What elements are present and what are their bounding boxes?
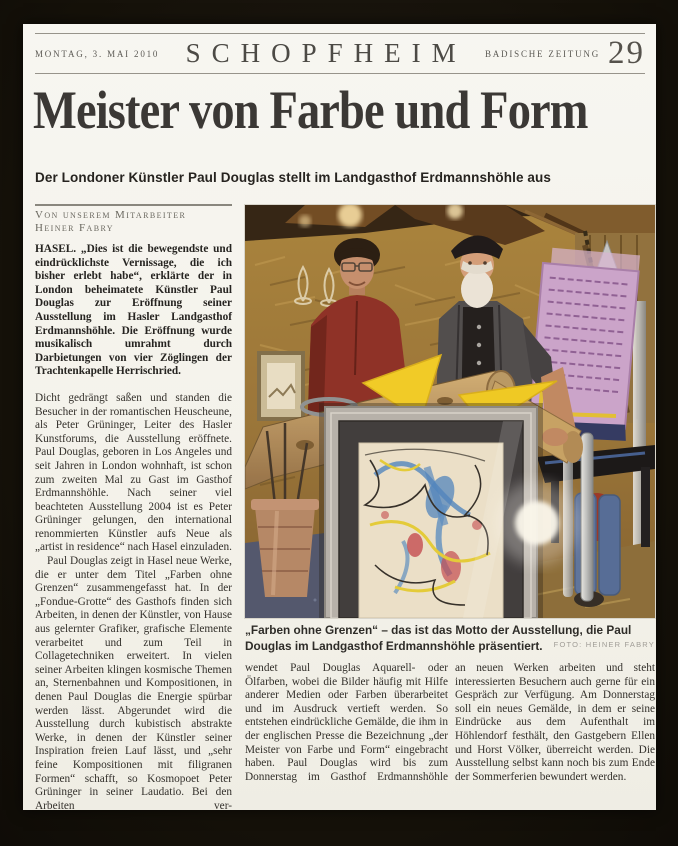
photo-caption [245, 623, 655, 654]
article-byline [35, 204, 232, 234]
photo-credit: FOTO: HEINER FABRY [553, 639, 655, 649]
photo-caption-text: „Farben ohne Grenzen“ – das ist das Motto der Ausstellung, die Paul Douglas im Landgasthof Erdmannshöhle präsentiert. [245, 623, 632, 653]
photo-illustration [245, 205, 655, 618]
newspaper-page [23, 24, 656, 810]
article-column-left [35, 204, 232, 813]
article-headline: Meister von Farbe und Form [33, 80, 588, 140]
masthead-section-title: SCHOPFHEIM [185, 38, 467, 68]
article-column-middle [245, 662, 448, 784]
body-paragraph-middle: wendet Paul Douglas Aquarell- oder Ölfarben, wobei die Bilder häufig mit Hilfe anderer Medien oder Farben überarbeitet und im Ausdruck vertieft werden. So entstehen eindrückliche Gemälde, die ihm in der englischen Presse die Bezeichnung „der Meister von Farbe und Form“ eingebracht haben. Paul Douglas wird bis zum Donnerstag im Gasthof Erdmannshöhle [245, 662, 448, 783]
masthead [35, 33, 645, 74]
article-column-right [455, 662, 655, 784]
body-paragraph-2: Dicht gedrängt saßen und standen die Besucher in der romantischen Heuscheune, als Peter Grüninger, Leiter des Hasler Kunstforums, die Ausstellung eröffnete. Paul Douglas, geboren in Los Angeles und seit Jahren in London wohnhaft, ist schon zum zweiten Mal zu Gast im Gasthof Erdmannshöhle. Nach seiner viel beachteten Ausstellung 2004 ist es Peter Grüninger gelungen, den international renommierten Künstler aufs Neue als „artist in residence“ nach Hasel einzuladen. [35, 391, 232, 554]
byline-role: Von unserem Mitarbeiter [35, 209, 187, 221]
article-subheadline: Der Londoner Künstler Paul Douglas stellt im Landgasthof Erdmannshöhle aus [35, 170, 551, 185]
body-paragraph-3: Paul Douglas zeigt in Hasel neue Werke, die er unter dem Titel „Farben ohne Grenzen“ zusammengefasst hat. In der „Fondue-Grotte“ des Gasthofs finden sich Arbeiten, in denen der Künstler, von Hause aus gelernter Grafiker, grafische Elemente verarbeitet und zum Teil in Collagetechniken erweitert. In vielen seiner Arbeiten klingen kosmische Themen an, Sternenbahnen und Kompositionen, in denen Paul Douglas die Energie spürbar werden lässt. Abgerundet wird die Ausstellung durch kubistisch abstrakte Werke, in denen der Künstler seiner Inspiration freien Lauf lässt, und „sehr feine Kompositionen mit filigranen Formen“ schafft, so Kosmopoet Peter Grüninger in seiner Laudatio. Bei den Arbeiten ver- [35, 555, 232, 812]
masthead-page-number: 29 [608, 35, 645, 71]
masthead-date: MONTAG, 3. MAI 2010 [35, 48, 160, 59]
body-paragraph-right: an neuen Werken arbeiten und steht interessierten Besuchern auch gerne für ein Gespräch zur Verfügung. Am Donnerstag soll ein neues Gemälde, in dem er seine Eindrücke aus dem Aufenthalt im Höhlendorf festhält, den Gastgebern Ellen und Horst Völker, überreicht werden. Die Ausstellung selbst kann noch bis zum Ende der Sommerferien bewundert werden. [455, 662, 655, 783]
warm-tint-overlay [245, 205, 655, 618]
article-photo [245, 205, 655, 618]
masthead-paper-name: BADISCHE ZEITUNG [484, 48, 600, 59]
byline-author: Heiner Fabry [35, 221, 114, 234]
lead-paragraph: HASEL. „Dies ist die bewegendste und eindrücklichste Vernissage, die ich bisher erlebt habe“, erklärte der in London beheimatete Künstler Paul Douglas zur Eröffnung seiner Ausstellung im Hasler Landgasthof Erdmannshöhle. Die Eröffnung wurde musikalisch umrahmt durch Darbietungen von vier Zöglingen der Trachtenkapelle Herrischried. [35, 243, 232, 378]
masthead-right [485, 37, 645, 70]
